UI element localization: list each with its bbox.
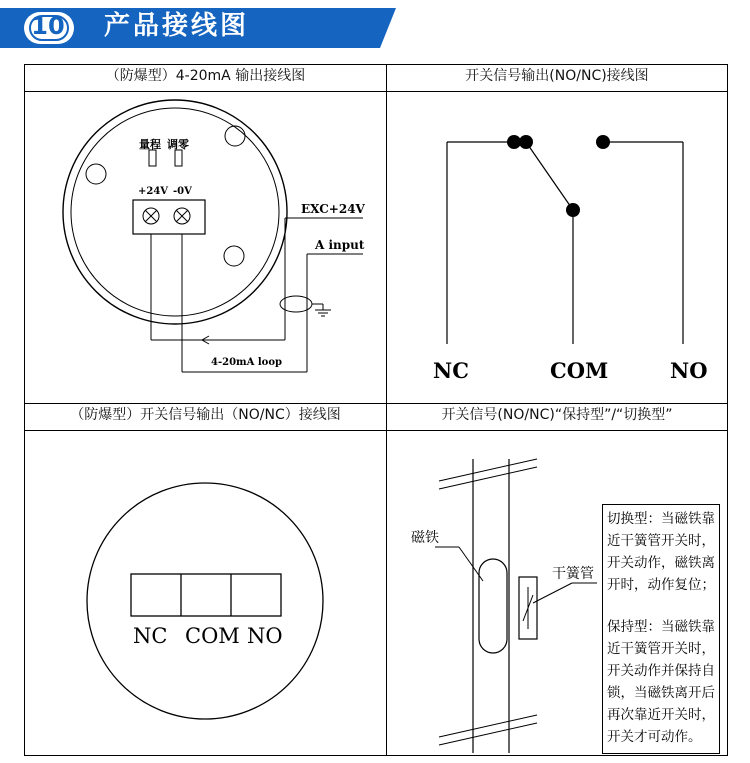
label-magnet: 磁铁 — [411, 530, 439, 546]
note-spacer — [607, 596, 715, 616]
label-zero: 调零 — [167, 138, 189, 151]
note-line: 保持型：当磁铁靠 — [607, 619, 715, 635]
label-loop: 4-20mA loop — [211, 357, 282, 368]
note-line: 近干簧管开关时， — [607, 641, 715, 657]
label-nc: NC — [433, 358, 469, 383]
section-title: 产品接线图 — [104, 11, 250, 41]
section-number: 10 — [31, 12, 65, 40]
panel-4-20ma-wiring — [25, 92, 386, 403]
label-nc: NC — [133, 624, 168, 648]
caption-hold-switch-type: 开关信号(NO/NC)“保持型”/“切换型” — [387, 404, 727, 431]
mode-description — [602, 504, 720, 754]
wiring-table — [24, 64, 728, 756]
label-no: NO — [670, 358, 708, 383]
label-exc-24v: EXC+24V — [301, 202, 365, 216]
note-line: 再次靠近开关时， — [607, 707, 715, 723]
caption-ex-switch-output: （防爆型）开关信号输出（NO/NC）接线图 — [25, 404, 386, 431]
label-a-input: A input — [315, 238, 365, 252]
note-line: 切换型：当磁铁靠 — [607, 511, 715, 527]
note-line: 开关动作并保持自 — [607, 663, 715, 679]
label-plus24v: +24V — [138, 186, 169, 197]
diagram-ex-terminal — [25, 431, 386, 755]
note-line: 开关动作，磁铁离 — [607, 555, 715, 571]
label-com: COM — [550, 358, 609, 383]
note-line: 近干簧管开关时， — [607, 533, 715, 549]
caption-switch-output: 开关信号输出(NO/NC)接线图 — [387, 65, 727, 92]
note-line: 开关才可动作。 — [607, 729, 702, 745]
panel-ex-switch-wiring — [25, 431, 386, 755]
note-line: 锁，当磁铁离开后 — [607, 685, 715, 701]
note-line: 开时，动作复位； — [607, 577, 715, 593]
panel-switch-wiring — [387, 92, 727, 403]
diagram-switch-contacts — [387, 92, 727, 403]
label-range: 量程 — [139, 138, 161, 151]
caption-4-20ma: （防爆型）4-20mA 输出接线图 — [25, 65, 386, 92]
label-minus0v: -0V — [173, 186, 192, 197]
label-com: COM — [185, 624, 240, 648]
panel-reed-magnet — [387, 431, 727, 755]
label-no: NO — [247, 624, 283, 648]
label-reed-switch: 干簧管 — [552, 566, 594, 582]
section-header — [0, 0, 750, 56]
